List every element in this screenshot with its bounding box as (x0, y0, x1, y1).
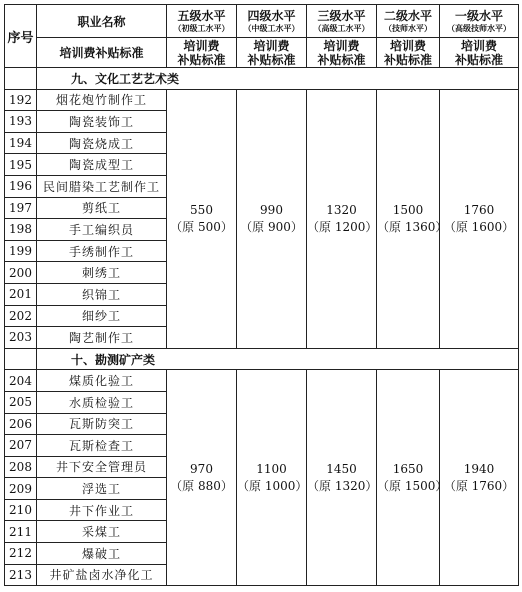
standard-label-5: 培训费 补贴标准 (167, 38, 237, 68)
job-name: 手绣制作工 (37, 240, 167, 262)
subsidy-value-cell (377, 89, 448, 348)
job-name: 剪纸工 (37, 197, 167, 219)
job-name: 瓦斯检查工 (37, 435, 167, 457)
section-title: 九、文化工艺艺术类 (37, 68, 519, 90)
row-number: 209 (5, 478, 37, 500)
subsidy-amount: 1100 (256, 461, 287, 476)
row-number: 198 (5, 219, 37, 241)
subsidy-value-cell (307, 89, 377, 348)
subsidy-amount: 970 (190, 461, 213, 476)
row-number: 204 (5, 370, 37, 392)
table-row (5, 370, 519, 392)
job-name: 水质检验工 (37, 391, 167, 413)
standard-label-2: 培训费 补贴标准 (377, 38, 440, 68)
row-number: 202 (5, 305, 37, 327)
row-number: 195 (5, 154, 37, 176)
section-seq-blank (5, 68, 37, 90)
job-name: 浮选工 (37, 478, 167, 500)
row-number: 200 (5, 262, 37, 284)
subsidy-amount: 550 (190, 202, 213, 217)
standard-label-3: 培训费 补贴标准 (307, 38, 377, 68)
job-name: 手工编织员 (37, 219, 167, 241)
level-header-5: 五级水平 （初级工水平） (167, 5, 237, 38)
job-name: 井矿盐卤水净化工 (37, 564, 167, 586)
job-name-header: 职业名称 (37, 5, 167, 38)
row-number: 203 (5, 327, 37, 349)
subsidy-original: （原 500） (170, 219, 233, 234)
row-number: 201 (5, 283, 37, 305)
row-number: 192 (5, 89, 37, 111)
level-header-3: 三级水平 （高级工水平） (307, 5, 377, 38)
row-number: 205 (5, 391, 37, 413)
header-row-levels (5, 5, 519, 38)
subsidy-value-cell (440, 370, 519, 586)
job-name: 陶瓷烧成工 (37, 132, 167, 154)
subsidy-original: （原 1600） (443, 219, 515, 234)
subsidy-amount: 990 (260, 202, 283, 217)
job-name: 瓦斯防突工 (37, 413, 167, 435)
subsidy-value-cell (237, 89, 307, 348)
header-row-standard (5, 38, 519, 68)
job-name: 井下安全管理员 (37, 456, 167, 478)
job-name: 织锦工 (37, 283, 167, 305)
row-number: 210 (5, 499, 37, 521)
job-name: 井下作业工 (37, 499, 167, 521)
subsidy-value-cell (440, 89, 519, 348)
subsidy-amount: 1650 (392, 461, 424, 476)
subsidy-table (4, 4, 519, 586)
subsidy-original: （原 1360） (377, 219, 448, 234)
subsidy-amount: 1940 (463, 461, 495, 476)
row-number: 208 (5, 456, 37, 478)
section-title: 十、勘测矿产类 (37, 348, 519, 370)
level-header-4: 四级水平 （中级工水平） (237, 5, 307, 38)
job-name: 刺绣工 (37, 262, 167, 284)
level-header-1: 一级水平 （高级技师水平） (440, 5, 519, 38)
standard-label-1: 培训费 补贴标准 (440, 38, 519, 68)
row-number: 207 (5, 435, 37, 457)
level-header-2: 二级水平 （技师水平） (377, 5, 440, 38)
subsidy-value-cell (307, 370, 377, 586)
subsidy-original: （原 1320） (307, 478, 378, 493)
job-name: 烟花炮竹制作工 (37, 89, 167, 111)
row-number: 196 (5, 175, 37, 197)
job-name: 陶艺制作工 (37, 327, 167, 349)
subsidy-original: （原 1200） (307, 219, 378, 234)
section-row (5, 68, 519, 90)
row-number: 193 (5, 111, 37, 133)
subsidy-value-cell (377, 370, 448, 586)
row-number: 213 (5, 564, 37, 586)
subsidy-amount: 1500 (392, 202, 424, 217)
row-number: 194 (5, 132, 37, 154)
job-name: 采煤工 (37, 521, 167, 543)
subsidy-value-cell (167, 89, 237, 348)
standard-header: 培训费补贴标准 (37, 38, 167, 68)
subsidy-original: （原 1000） (237, 478, 308, 493)
subsidy-original: （原 1760） (443, 478, 515, 493)
section-row (5, 348, 519, 370)
row-number: 211 (5, 521, 37, 543)
subsidy-original: （原 1500） (377, 478, 448, 493)
subsidy-value-cell (237, 370, 307, 586)
job-name: 民间腊染工艺制作工 (37, 175, 167, 197)
subsidy-value-cell (167, 370, 237, 586)
table-row (5, 89, 519, 111)
subsidy-original: （原 900） (240, 219, 303, 234)
subsidy-amount: 1450 (326, 461, 357, 476)
job-name: 煤质化验工 (37, 370, 167, 392)
subsidy-amount: 1320 (326, 202, 357, 217)
subsidy-original: （原 880） (170, 478, 233, 493)
section-seq-blank (5, 348, 37, 370)
seq-header: 序号 (5, 5, 37, 68)
row-number: 212 (5, 543, 37, 565)
job-name: 陶瓷成型工 (37, 154, 167, 176)
row-number: 197 (5, 197, 37, 219)
job-name: 陶瓷装饰工 (37, 111, 167, 133)
row-number: 199 (5, 240, 37, 262)
subsidy-amount: 1760 (463, 202, 495, 217)
standard-label-4: 培训费 补贴标准 (237, 38, 307, 68)
row-number: 206 (5, 413, 37, 435)
job-name: 爆破工 (37, 543, 167, 565)
job-name: 细纱工 (37, 305, 167, 327)
